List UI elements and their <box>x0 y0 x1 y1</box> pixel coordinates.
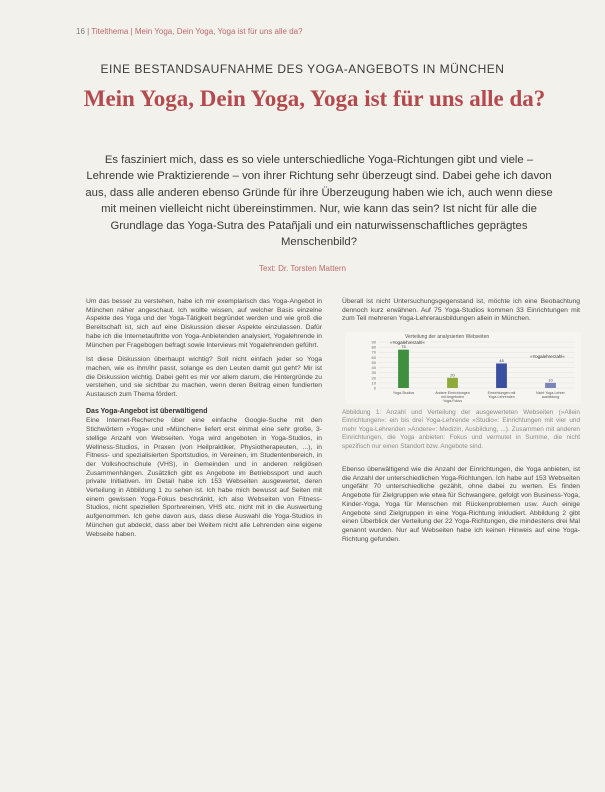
y-tick-label: 20 <box>371 375 376 381</box>
left-paragraph-1: Um das besser zu verstehen, habe ich mir exemplarisch das Yoga-Angebot in München näher angeschaut. Ich wollte wissen, auf welcher Basis einzelne Aspekte des Yoga und der Yoga-Tätigkeit begründet werden und wie groß die Bereitschaft ist, sich auf eine Diskussion dieser Aspekte einzulassen. Dafür habe ich die Internetauftritte von Yoga-Anbietenden analysiert, Yogalehrende in München per Fragebogen befragt sowie Interviews mit Yogalehrenden geführt. <box>86 298 322 349</box>
figure-caption: Abbildung 1: Anzahl und Verteilung der ausgewerteten Webseiten (»Allein Einrichtungen«: ein bis drei Yoga-Lehrende »Studio«: Einrichtungen mit vier und mehr Yoga-Lehrenden »Andere«: Medizin, Ausbildung, ...). Zusammen mit anderen Einrichtungen, die Yoga anbieten: Fokus und vermutet in Summe, die nicht spezifisch nur einen Standort bzw. Angebote sind. <box>342 409 580 450</box>
category-label: Nicht Yoga-Lehrer ausbildung <box>536 391 565 399</box>
bar <box>398 350 409 388</box>
running-subtitle: | Mein Yoga, Dein Yoga, Yoga ist für uns alle da? <box>130 27 303 36</box>
y-tick-label: 60 <box>371 354 376 360</box>
y-tick-label: 40 <box>371 365 376 371</box>
y-tick-label: 0 <box>373 385 376 391</box>
running-head <box>76 27 303 36</box>
y-tick-label: 30 <box>371 370 376 376</box>
y-tick-label: 80 <box>371 344 376 350</box>
right-column-top <box>342 298 580 330</box>
right-paragraph-2: Ebenso überwältigend wie die Anzahl der Einrichtungen, die Yoga anbieten, ist die Anzahl der unterschiedlichen Yoga-Richtungen. Ich habe auf 153 Webseiten ungefähr 70 unterschiedliche gezählt, ohne dabei zu werten. Es finden Angebote für Zielgruppen wie etwa für Schwangere, gefolgt von Business-Yoga, Kinder-Yoga, Yoga für Menschen mit Rückenproblemen usw. Auch einige Angebote sind Zielgruppen in eine Yoga-Richtung inkludiert. Abbildung 2 gibt einen Überblick der Verteilung der 22 Yoga-Richtungen, die mindestens drei Mal genannt wurden. Nur auf Webseiten habe ich keinen Hinweis auf eine Yoga-Richtung gefunden. <box>342 466 580 543</box>
y-tick-label: 10 <box>371 380 376 386</box>
section-name: Titelthema <box>91 27 129 36</box>
left-heading: Das Yoga-Angebot ist überwältigend <box>86 407 208 415</box>
bar <box>447 378 458 388</box>
y-tick-label: 90 <box>371 339 376 345</box>
bar <box>496 363 507 388</box>
bar-value-label: 75 <box>401 344 406 350</box>
chart-annotation-1: »Yogalehrerzahl« <box>390 340 425 345</box>
y-tick-label: 50 <box>371 359 376 365</box>
bar-value-label: 48 <box>499 357 504 363</box>
bar <box>545 383 556 388</box>
lead-paragraph: Es fasziniert mich, dass es so viele unterschiedliche Yoga-Richtungen gibt und viele – Lehrende wie Praktizierende – von ihrer Richtung sehr überzeugt sind. Dabei gehe ich davon aus, dass alle anderen ebenso Gründe für ihre Überzeugung haben wie ich, auch wenn diese mit meinen vielleicht nicht übereinstimmen. Nur, wie kann das sein? Ist nicht für alle die Grundlage das Yoga-Sutra des Patañjali und ein naturwissenschaftliches geprägtes Menschenbild? <box>85 154 553 249</box>
category-label: Einrichtungen mit Yoga-Lehrenden <box>487 391 516 399</box>
headline: Mein Yoga, Dein Yoga, Yoga ist für uns alle da? <box>83 86 546 111</box>
byline: Text: Dr. Torsten Mattern <box>259 264 346 273</box>
category-label: Andere Einrichtungen mit Angeboten Yoga-Fokus <box>435 391 470 403</box>
bar-value-label: 10 <box>548 377 553 383</box>
left-paragraph-2: Ist diese Diskussion überhaupt wichtig? Soll nicht einfach jeder so Yoga machen, wie es ihm/ihr passt, solange es den Leuten damit gut geht? Mir ist die Diskussion wichtig. Dabei geht es mir vor allem darum, die Hintergründe zu verstehen, und sie sichtbar zu machen, wenn deren Beitrag einen fundierten Austausch zum Thema fördert. <box>86 356 322 399</box>
chart-ticks <box>372 340 377 391</box>
chart-title: Verteilung der analysierten Webseiten <box>405 334 490 340</box>
left-column <box>86 298 322 545</box>
chart-annotation-2: »Yogalehrerzahl« <box>530 354 565 359</box>
bar-value-label: 20 <box>450 372 455 378</box>
website-distribution-chart <box>345 332 581 404</box>
kicker: EINE BESTANDSAUFNAHME DES YOGA-ANGEBOTS IN MÜNCHEN <box>100 62 505 76</box>
y-tick-label: 70 <box>371 349 376 355</box>
left-paragraph-3: Eine Internet-Recherche über eine einfache Google-Suche mit den Stichwörtern »Yoga« und »München« liefert erst einmal eine sehr große, 3-stellige Anzahl von Webseiten. Yoga wird angeboten in Yoga-Studios, in Wellness-Studios, in Praxen (von Heilpraktiker, Physiotherapeuten, ...), in Fitness- und spezialisierten Sportstudios, in Vereinen, im Studentenbereich, in der Volkshochschule (VHS), in Gemeinden und in anderen religiösen Zusammenhängen. Zusätzlich gibt es Angebote im Betriebssport und auch private Initiativen. Im Detail habe ich 153 Webseiten ausgewertet, deren Verteilung in Abbildung 1 zu sehen ist. Ich habe mich bewusst auf Seiten mit einem gewissen Yoga-Fokus beschränkt, ich also Webseiten von Fitness-Studios, nicht speziellen Sportvereinen, VHS etc. nicht mit in die Auswertung aufgenommen. Ich gehe davon aus, dass diese Auswahl die Yoga-Studios in München gut abdeckt, dass aber bei Weitem nicht alle Lehrenden eine eigene Webseite haben. <box>86 417 322 538</box>
category-label: Yoga-Studios <box>392 391 415 395</box>
right-paragraph-1: Überall ist nicht Untersuchungsgegenstand ist, möchte ich eine Beobachtung dennoch kurz erwähnen. Auf 75 Yoga-Studios kommen 33 Einrichtungen mit zum Teil mehreren Yoga-Lehrerausbildungen allein in München. <box>342 298 580 323</box>
right-column-bottom <box>342 466 580 544</box>
page-number: 16 | <box>76 27 90 36</box>
